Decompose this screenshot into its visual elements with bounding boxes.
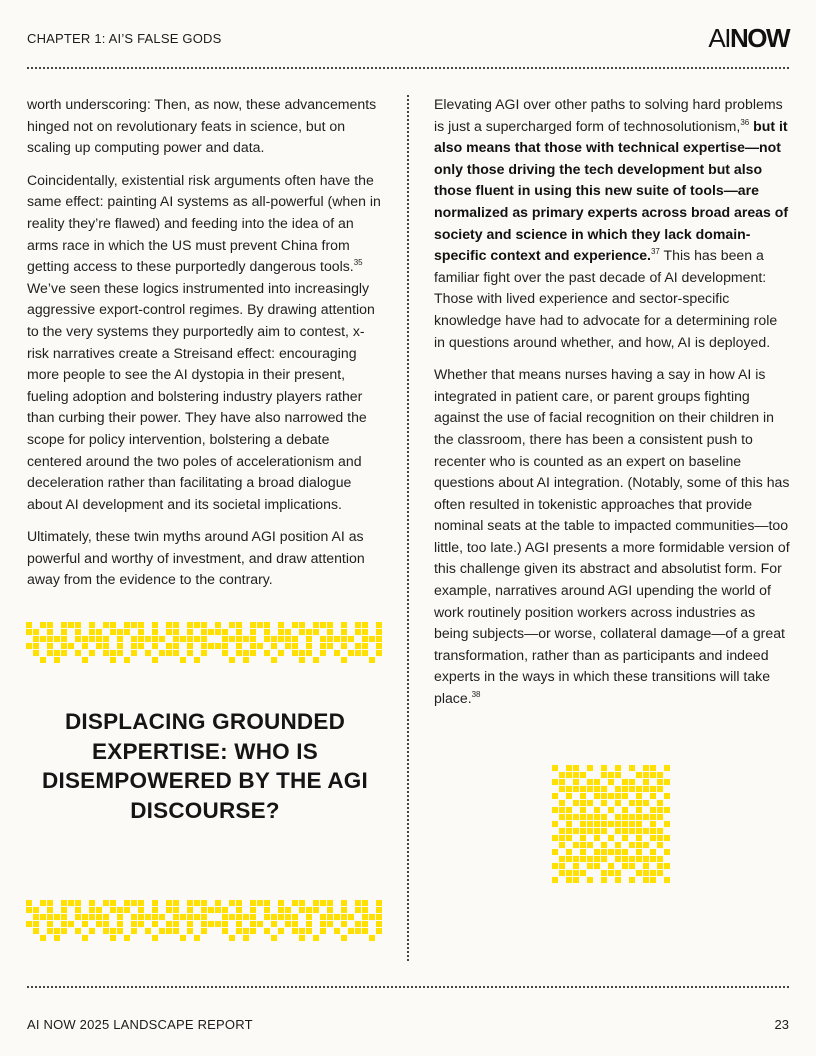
left-paragraph-3: Ultimately, these twin myths around AGI position AI as powerful and worthy of investment, and draw attention away from the evidence to the contrary.	[27, 528, 365, 588]
left-paragraph-2-text-b: We’ve seen these logics instrumented into increasingly aggressive export-control regimes. By drawing attention to the very systems they purportedly aim to contest, x-risk narratives create a Streisand effect: encouraging more people to see the AI dystopia in their present, fueling adoption and bolstering industry players rather than curbing their power. They have also narrowed the scope for policy intervention, bolstering a debate centered around the two poles of accelerationism and deceleration rather than facilitating a broad dialogue about AI development and its societal implications.	[27, 279, 375, 512]
decorative-border-top	[26, 622, 384, 664]
page-header	[27, 23, 789, 53]
right-paragraph-1	[434, 94, 792, 353]
right-paragraph-1-text-b: This has been a familiar fight over the past decade of AI development: Those with lived experience and sector-specific knowledge have had to advocate for a determining role in questions around whether, and how, AI is deployed.	[434, 247, 778, 350]
header-divider	[27, 67, 789, 69]
section-heading: DISPLACING GROUNDED EXPERTISE: WHO IS DISEMPOWERED BY THE AGI DISCOURSE?	[42, 709, 368, 823]
report-title: AI NOW 2025 LANDSCAPE REPORT	[27, 1017, 253, 1032]
right-paragraph-1-emphasis: but it also means that those with technical expertise—not only those driving the tech development but also those fluent in using this new suite of tools—are normalized as primary experts across broad areas of society and science in which they lack domain-specific context and experience.	[434, 117, 789, 264]
chapter-title: CHAPTER 1: AI’S FALSE GODS	[27, 31, 222, 46]
right-paragraph-2-text: Whether that means nurses having a say in how AI is integrated in patient care, or parent groups fighting against the use of facial recognition on their children in the classroom, there has been a consistent push to recenter who is counted as an expert on baseline questions about AI integration. (Notably, some of this has often resulted in tokenistic approaches that provide nominal seats at the table to impacted communities—too little, too late.) AGI presents a more formidable version of this challenge given its abstract and absolutist form. For example, narratives around AGI upending the world of work routinely position workers across industries as being subjects—or worse, collateral damage—of a great transformation, rather than as participants and indeed experts in the ways in which these transitions will take place.	[434, 366, 790, 707]
footnote-ref-38[interactable]: 38	[471, 690, 481, 700]
right-paragraph-1-text-a: Elevating AGI over other paths to solving hard problems is just a supercharged form of technosolutionism,	[434, 96, 783, 134]
logo-ai: AI	[708, 23, 730, 53]
footnote-ref-37[interactable]: 37	[650, 247, 660, 257]
footnote-ref-35[interactable]: 35	[353, 258, 363, 268]
decorative-border-bottom	[26, 900, 384, 942]
footnote-ref-36[interactable]: 36	[740, 117, 750, 127]
left-paragraph-1: worth underscoring: Then, as now, these advancements hinged not on revolutionary feats in science, but on scaling up computing power and data.	[27, 96, 377, 156]
right-paragraph-2	[434, 364, 792, 710]
ainow-logo	[708, 23, 789, 53]
column-divider	[407, 95, 409, 961]
decorative-emblem	[552, 765, 672, 887]
page-number: 23	[774, 1017, 789, 1032]
left-paragraph-2-text-a: Coincidentally, existential risk arguments often have the same effect: painting AI systems as all-powerful (when in reality they’re flawed) and feeding into the idea of an arms race in which the US must prevent China from getting access to these purportedly dangerous tools.	[27, 171, 381, 275]
pixel-border-pattern-icon	[26, 622, 384, 664]
pixel-border-pattern-icon	[26, 900, 384, 942]
left-column	[27, 94, 385, 602]
logo-now: NOW	[729, 23, 789, 53]
right-column	[434, 94, 792, 721]
pixel-emblem-icon	[552, 765, 672, 887]
footer-divider	[27, 986, 789, 988]
left-paragraph-2	[27, 170, 385, 516]
